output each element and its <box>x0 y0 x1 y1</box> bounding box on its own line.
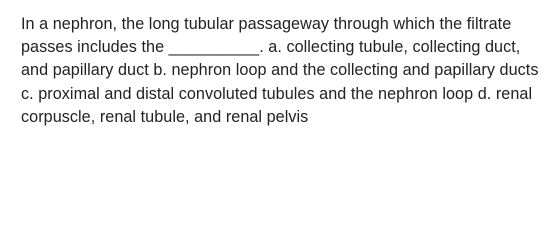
question-text: In a nephron, the long tubular passageway through which the filtrate passes includes the __________. a. collecting tubule, collecting duct, and papillary duct b. nephron loop and the collecting and papillary ducts c. proximal and distal convoluted tubules and the nephron loop d. renal corpuscle, renal tubule, and renal pelvis <box>21 15 539 126</box>
